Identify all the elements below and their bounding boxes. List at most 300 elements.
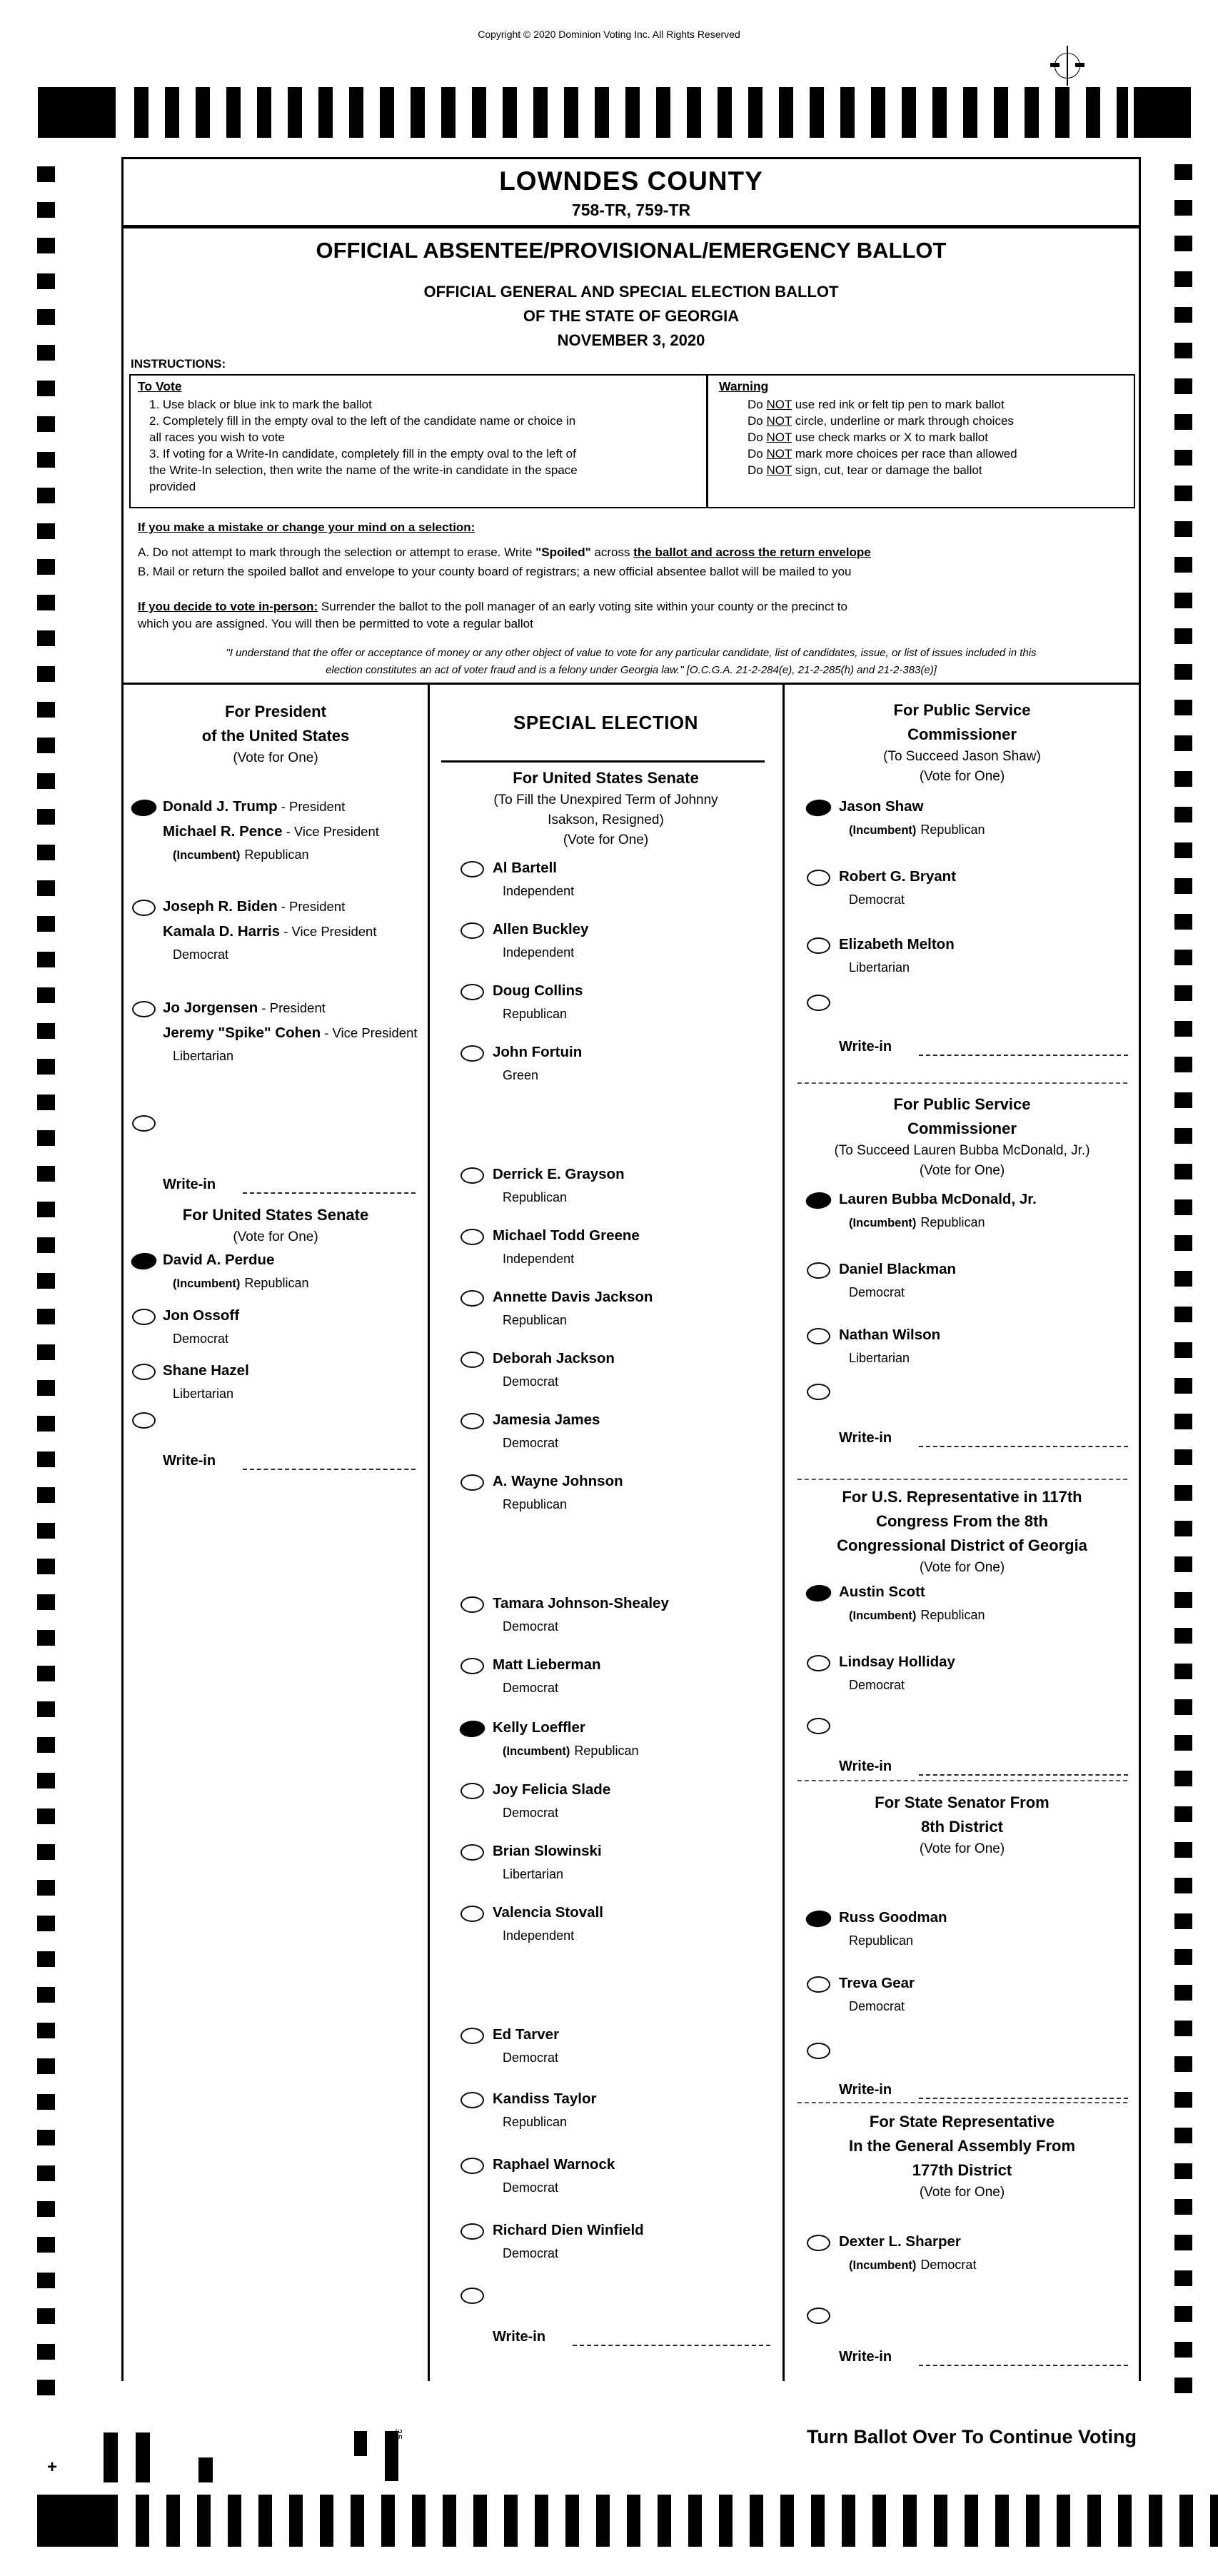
party-name: Republican <box>849 1933 914 1948</box>
candidate-text <box>839 1650 955 1694</box>
ballot-oval[interactable] <box>460 1844 484 1861</box>
write-in-line[interactable] <box>919 1446 1128 1447</box>
party-name: Democrat <box>503 1806 559 1820</box>
calibration-bar <box>198 2457 213 2482</box>
party-name: Libertarian <box>173 1049 234 1063</box>
warning-item: Do NOT use red ink or felt tip pen to mark ballot <box>748 398 1005 411</box>
candidate-name: Ed Tarver <box>493 2026 560 2043</box>
ballot-oval[interactable] <box>460 1290 484 1307</box>
column-divider-1 <box>428 683 430 2381</box>
race-title-line: For United States Senate <box>513 769 699 787</box>
candidate-text <box>163 996 418 1065</box>
turn-ballot-over-notice: Turn Ballot Over To Continue Voting <box>807 2426 1137 2447</box>
precinct-codes: 758-TR, 759-TR <box>571 201 691 219</box>
ballot-oval[interactable] <box>460 1229 484 1245</box>
incumbent-label: (Incumbent) <box>849 2259 917 2272</box>
ballot-oval[interactable] <box>132 1001 156 1017</box>
race-title-line: For United States Senate <box>182 1206 369 1224</box>
ballot-oval-filled[interactable] <box>131 798 158 817</box>
write-in-oval[interactable] <box>807 2308 830 2324</box>
candidate-office: - Vice President <box>280 924 377 939</box>
instructions-box <box>129 374 1135 508</box>
ballot-oval[interactable] <box>460 1045 484 1062</box>
candidate-text <box>493 856 574 900</box>
race-header <box>123 1203 428 1247</box>
race-subtitle-line: (Vote for One) <box>919 1163 1005 1178</box>
party-name: Republican <box>920 822 985 837</box>
candidate-party <box>493 1312 653 1329</box>
columns-top-border <box>121 683 1141 685</box>
candidate-name: Donald J. Trump <box>163 798 278 815</box>
candidate-party <box>493 1618 669 1635</box>
header-divider-thick <box>121 225 1141 228</box>
candidate-text <box>163 1248 308 1292</box>
candidate-name: Lauren Bubba McDonald, Jr. <box>839 1191 1037 1207</box>
race-title-line: For State Representative <box>869 2113 1055 2130</box>
candidate-name: Jamesia James <box>493 1412 600 1428</box>
party-name: Republican <box>574 1744 639 1758</box>
election-title-line1: OFFICIAL GENERAL AND SPECIAL ELECTION BALLOT <box>423 283 839 301</box>
candidate-text <box>493 1469 623 1513</box>
ballot-oval[interactable] <box>460 1167 484 1184</box>
election-date: NOVEMBER 3, 2020 <box>557 331 705 349</box>
incumbent-label: (Incumbent) <box>173 1277 241 1290</box>
candidate-party <box>493 1250 640 1267</box>
write-in-label: Write-in <box>163 1177 216 1192</box>
race-title-line: Congressional District of Georgia <box>837 1536 1087 1554</box>
write-in-oval[interactable] <box>132 1115 156 1132</box>
party-name: Democrat <box>920 2258 977 2272</box>
to-vote-item: 2. Completely fill in the empty oval to the left of the candidate name or choice in all races you wish to vote <box>149 414 576 444</box>
candidate-party <box>493 1679 601 1696</box>
candidate-name: Shane Hazel <box>163 1362 249 1379</box>
candidate-party <box>493 1804 610 1821</box>
candidate-party <box>839 1932 947 1949</box>
race-subtitle-line: (Vote for One) <box>919 769 1005 784</box>
candidate-office: - President <box>277 899 346 914</box>
party-name: Libertarian <box>849 1351 910 1365</box>
candidate-name: Nathan Wilson <box>839 1327 941 1343</box>
ballot-oval-filled[interactable] <box>805 1909 832 1928</box>
race-title-line: For State Senator From <box>875 1793 1050 1811</box>
ballot-oval[interactable] <box>460 2028 484 2044</box>
candidate-name: Jo Jorgensen <box>163 1000 258 1016</box>
race-title-line: Commissioner <box>907 1120 1017 1137</box>
warning-item: Do NOT mark more choices per race than allowed <box>748 447 1017 461</box>
candidate-text <box>163 795 379 864</box>
candidate-text <box>493 2087 596 2130</box>
candidate-text <box>493 1408 600 1451</box>
write-in-label: Write-in <box>493 2329 546 2345</box>
party-name: Green <box>503 1068 539 1082</box>
party-name: Independent <box>503 884 575 898</box>
write-in-oval[interactable] <box>807 2043 830 2059</box>
warning-item: Do NOT circle, underline or mark through choices <box>748 414 1014 428</box>
candidate-text <box>839 1323 940 1367</box>
party-name: Independent <box>503 945 575 960</box>
candidate-text <box>493 1716 638 1760</box>
race-title-line: For Public Service <box>893 701 1031 719</box>
write-in-oval[interactable] <box>132 1412 156 1429</box>
ballot-oval[interactable] <box>807 870 830 886</box>
candidate-party <box>163 946 376 963</box>
candidate-text <box>839 2230 976 2274</box>
voter-fraud-notice-line1: "I understand that the offer or acceptance of money or any other object of value to vote for any particular candidate, list of candidates, issue, or list of issues included in this <box>226 647 1037 659</box>
candidate-party <box>163 1047 418 1065</box>
candidate-party <box>493 1496 623 1513</box>
party-name: Democrat <box>849 1285 905 1299</box>
race-title-line: of the United States <box>201 727 350 745</box>
candidate-party <box>493 944 588 961</box>
candidate-party <box>493 1866 602 1883</box>
candidate-office: - Vice President <box>282 824 379 839</box>
candidate-text <box>163 1359 249 1402</box>
candidate-name: Doug Collins <box>493 982 583 999</box>
candidate-party <box>839 959 955 976</box>
race-subtitle-line: (To Succeed Jason Shaw) <box>883 749 1041 764</box>
candidate-name: John Fortuin <box>493 1044 583 1060</box>
calibration-bar <box>104 2432 118 2482</box>
ballot-oval[interactable] <box>807 2235 830 2251</box>
candidate-party <box>493 2113 596 2130</box>
ballot-oval[interactable] <box>132 900 156 916</box>
party-name: Democrat <box>503 1619 559 1634</box>
copyright-text: Copyright © 2020 Dominion Voting Inc. All Rights Reserved <box>478 29 740 40</box>
write-in-line[interactable] <box>573 2345 770 2346</box>
timing-mark-top-left-block <box>38 87 116 138</box>
warning-box <box>709 376 1140 510</box>
write-in-label: Write-in <box>839 1039 892 1055</box>
party-name: Democrat <box>173 1332 229 1346</box>
ballot-oval[interactable] <box>460 861 484 877</box>
candidate-name: Kandiss Taylor <box>493 2091 597 2107</box>
ballot-oval[interactable] <box>807 1976 830 1993</box>
ballot-oval[interactable] <box>460 2158 484 2174</box>
candidate-party <box>493 2179 615 2196</box>
candidate-party <box>839 891 956 908</box>
party-name: Republican <box>920 1608 985 1622</box>
in-person-instructions: If you decide to vote in-person: Surrender the ballot to the poll manager of an early voting site within your county or the precinct to which you are assigned. You will then be permitted to vote a regular ballot <box>138 600 847 630</box>
candidate-name: Brian Slowinski <box>493 1843 602 1859</box>
candidate-party <box>839 1214 1037 1232</box>
candidate-name: Annette Davis Jackson <box>493 1289 653 1305</box>
ballot-oval[interactable] <box>807 1655 830 1671</box>
party-name: Democrat <box>503 1436 559 1450</box>
ballot-oval[interactable] <box>460 2223 484 2240</box>
candidate-name: Kelly Loeffler <box>493 1719 585 1736</box>
candidate-name: Elizabeth Melton <box>839 936 955 952</box>
warning-item: Do NOT sign, cut, tear or damage the ballot <box>748 463 982 477</box>
write-in-label: Write-in <box>839 1759 892 1774</box>
party-name: Independent <box>503 1928 575 1943</box>
voter-fraud-notice-line2: election constitutes an act of voter fraud and is a felony under Georgia law." [O.C.G.A. 21-2-284(e), 21-2-285(h) and 21-2-383(e)] <box>326 664 937 676</box>
race-header <box>783 698 1141 787</box>
candidate-name: Jeremy "Spike" Cohen <box>163 1025 321 1041</box>
race-subtitle-line: (Vote for One) <box>919 2185 1005 2200</box>
candidate-name: Kamala D. Harris <box>163 923 281 940</box>
ballot-oval[interactable] <box>807 1328 830 1344</box>
write-in-line[interactable] <box>243 1469 416 1470</box>
race-title-line: Congress From the 8th <box>876 1512 1048 1530</box>
candidate-text <box>839 865 956 908</box>
party-name: Republican <box>920 1215 985 1229</box>
candidate-text <box>493 2023 559 2066</box>
candidate-text <box>839 1187 1037 1232</box>
candidate-text <box>493 1901 603 1944</box>
ballot-oval-filled[interactable] <box>805 798 832 817</box>
candidate-party <box>493 1742 638 1760</box>
mistake-section-title: If you make a mistake or change your mind on a selection: <box>138 520 475 534</box>
party-name: Independent <box>503 1252 575 1266</box>
party-name: Libertarian <box>849 960 910 975</box>
timing-mark-bottom-left-block <box>37 2495 118 2547</box>
county-title: LOWNDES COUNTY <box>499 166 763 196</box>
ballot-oval-filled[interactable] <box>459 1719 486 1738</box>
candidate-name: Daniel Blackman <box>839 1261 957 1277</box>
race-header <box>783 1791 1141 1859</box>
candidate-party <box>493 2245 644 2262</box>
candidate-party <box>163 846 379 864</box>
instructions-label: INSTRUCTIONS: <box>131 357 226 371</box>
race-subtitle-line: (Vote for One) <box>919 1560 1005 1575</box>
race-separator-line <box>797 2102 1127 2103</box>
party-name: Democrat <box>503 1681 559 1695</box>
candidate-name: Treva Gear <box>839 1975 915 1991</box>
candidate-party <box>839 2256 976 2274</box>
party-name: Democrat <box>503 1374 559 1389</box>
candidate-name: A. Wayne Johnson <box>493 1473 623 1489</box>
candidate-party <box>839 1606 985 1624</box>
race-header <box>123 700 428 768</box>
candidate-party <box>493 1434 600 1451</box>
candidate-text <box>839 1906 947 1949</box>
ballot-oval[interactable] <box>807 1262 830 1279</box>
party-name: Republican <box>503 1313 568 1327</box>
incumbent-label: (Incumbent) <box>849 1217 917 1229</box>
race-separator-line <box>797 1780 1127 1781</box>
candidate-name: David A. Perdue <box>163 1252 275 1268</box>
candidate-party <box>493 1189 625 1206</box>
race-subtitle-line: (Vote for One) <box>233 1229 318 1244</box>
incumbent-label: (Incumbent) <box>849 824 917 837</box>
candidate-name: Allen Buckley <box>493 921 589 937</box>
warning-title: Warning <box>719 379 769 393</box>
candidate-party <box>163 1330 239 1347</box>
race-header <box>428 766 783 850</box>
timing-marks-right-column <box>1174 164 1192 2395</box>
ballot-oval[interactable] <box>460 1474 484 1491</box>
timing-mark-top-right-block <box>1134 87 1191 138</box>
candidate-office: - President <box>277 799 346 814</box>
special-election-header: SPECIAL ELECTION <box>513 712 698 733</box>
party-name: Republican <box>244 847 309 862</box>
write-in-line[interactable] <box>919 2098 1128 2099</box>
party-name: Libertarian <box>173 1387 234 1401</box>
candidate-text <box>839 1257 956 1301</box>
ballot-oval[interactable] <box>807 937 830 954</box>
candidate-name: Matt Lieberman <box>493 1656 601 1673</box>
plus-registration-mark: + <box>47 2457 58 2477</box>
mistake-item-b: B. Mail or return the spoiled ballot and envelope to your county board of registrars; a new official absentee ballot will be mailed to you <box>138 565 852 578</box>
candidate-party <box>839 1676 955 1694</box>
timing-marks-left-column <box>37 166 55 2398</box>
timing-marks-bottom-row <box>136 2495 1218 2547</box>
write-in-line[interactable] <box>919 1774 1128 1776</box>
candidate-party <box>493 882 574 900</box>
race-separator-line <box>797 1082 1127 1084</box>
race-subtitle-line: (To Succeed Lauren Bubba McDonald, Jr.) <box>834 1143 1090 1158</box>
ballot-border-left <box>121 157 124 2381</box>
race-title-line: For Public Service <box>893 1095 1031 1113</box>
write-in-line[interactable] <box>919 2365 1128 2366</box>
candidate-text <box>493 1224 640 1267</box>
candidate-text <box>493 1778 610 1821</box>
party-name: Republican <box>503 1497 568 1511</box>
party-name: Democrat <box>503 2246 559 2260</box>
race-subtitle-line: (Vote for One) <box>563 832 649 847</box>
ballot-type-title: OFFICIAL ABSENTEE/PROVISIONAL/EMERGENCY BALLOT <box>316 238 947 263</box>
registration-crosshair-icon <box>1052 46 1084 86</box>
candidate-text <box>493 979 583 1022</box>
candidate-text <box>839 795 985 839</box>
ballot-oval[interactable] <box>460 1783 484 1799</box>
race-separator-line <box>797 1479 1127 1480</box>
race-subtitle-line: (Vote for One) <box>919 1841 1005 1856</box>
candidate-party <box>493 1373 615 1390</box>
ballot-border-top <box>121 157 1141 159</box>
calibration-bar <box>354 2431 367 2456</box>
race-title-line: In the General Assembly From <box>848 2137 1076 2155</box>
warning-item: Do NOT use check marks or X to mark ballot <box>748 431 988 444</box>
candidate-party <box>493 2049 559 2066</box>
candidate-name: Robert G. Bryant <box>839 868 957 885</box>
candidate-name: Austin Scott <box>839 1584 925 1600</box>
party-name: Democrat <box>849 1999 905 2013</box>
candidate-name: Michael R. Pence <box>163 823 283 840</box>
ballot-oval[interactable] <box>460 2092 484 2108</box>
write-in-label: Write-in <box>163 1453 216 1469</box>
election-title-line2: OF THE STATE OF GEORGIA <box>523 307 740 325</box>
candidate-name: Joy Felicia Slade <box>493 1781 611 1798</box>
ballot-oval[interactable] <box>460 1906 484 1922</box>
candidate-name: Dexter L. Sharper <box>839 2233 961 2250</box>
candidate-office: - Vice President <box>321 1025 418 1040</box>
party-name: Republican <box>503 1190 568 1204</box>
party-name: Democrat <box>173 947 229 962</box>
to-vote-item: 3. If voting for a Write-In candidate, completely fill in the empty oval to the left of the Write-In selection, then write the name of the write-in candidate in the space provided <box>149 447 578 493</box>
candidate-name: Michael Todd Greene <box>493 1227 640 1244</box>
write-in-oval[interactable] <box>807 995 830 1011</box>
ballot-oval-filled[interactable] <box>131 1252 158 1270</box>
write-in-oval[interactable] <box>807 1718 830 1734</box>
candidate-text <box>493 1591 669 1635</box>
candidate-text <box>493 1162 625 1206</box>
race-subtitle-line: Isakson, Resigned) <box>548 812 664 827</box>
candidate-text <box>493 917 588 961</box>
calibration-bar <box>136 2432 150 2482</box>
race-title-line: For President <box>225 703 326 720</box>
candidate-name: Tamara Johnson-Shealey <box>493 1595 669 1611</box>
candidate-text <box>493 1347 615 1390</box>
write-in-label: Write-in <box>839 1430 892 1446</box>
candidate-text <box>493 2153 615 2196</box>
write-in-oval[interactable] <box>460 2288 484 2304</box>
candidate-text <box>493 1653 601 1696</box>
mistake-item-a: A. Do not attempt to mark through the selection or attempt to erase. Write "Spoiled" across the ballot and across the return envelope <box>138 545 871 559</box>
incumbent-label: (Incumbent) <box>173 849 241 862</box>
candidate-party <box>163 1274 308 1292</box>
timing-marks-top-row <box>134 87 1128 138</box>
to-vote-box <box>131 376 716 510</box>
party-name: Republican <box>244 1276 309 1290</box>
race-title-line: 177th District <box>912 2161 1012 2179</box>
candidate-text <box>839 932 955 976</box>
write-in-label: Write-in <box>839 2082 892 2098</box>
party-name: Republican <box>503 1007 568 1021</box>
ballot-oval-filled[interactable] <box>805 1191 832 1209</box>
candidate-name: Derrick E. Grayson <box>493 1166 625 1182</box>
candidate-text <box>493 1285 653 1329</box>
candidate-text <box>163 1304 239 1347</box>
race-subtitle-line: (Vote for One) <box>233 750 318 765</box>
candidate-name: Jon Ossoff <box>163 1307 240 1324</box>
party-name: Democrat <box>503 2180 559 2195</box>
candidate-name: Deborah Jackson <box>493 1350 615 1367</box>
ballot-oval[interactable] <box>460 1413 484 1429</box>
ballot-oval[interactable] <box>460 1352 484 1368</box>
race-top-rule <box>441 760 765 763</box>
ballot-oval[interactable] <box>460 922 484 939</box>
write-in-label: Write-in <box>839 2349 892 2365</box>
ballot-oval-filled[interactable] <box>805 1584 832 1602</box>
race-title-line: 8th District <box>921 1818 1003 1836</box>
candidate-text <box>839 1580 985 1624</box>
candidate-office: - President <box>258 1000 326 1015</box>
candidate-party <box>839 1284 956 1301</box>
write-in-line[interactable] <box>243 1192 416 1194</box>
race-title-line: For U.S. Representative in 117th <box>842 1488 1082 1506</box>
race-header <box>783 1485 1141 1578</box>
candidate-party <box>839 821 985 839</box>
incumbent-label: (Incumbent) <box>503 1745 570 1758</box>
ballot-oval[interactable] <box>460 984 484 1000</box>
candidate-text <box>163 895 376 963</box>
party-name: Democrat <box>849 892 905 907</box>
candidate-text <box>493 1839 602 1883</box>
candidate-name: Joseph R. Biden <box>163 898 278 915</box>
party-name: Democrat <box>849 1678 905 1692</box>
write-in-line[interactable] <box>919 1055 1128 1056</box>
ballot-oval[interactable] <box>132 1364 156 1380</box>
candidate-name: Al Bartell <box>493 860 557 876</box>
candidate-text <box>493 1040 582 1084</box>
candidate-party <box>493 1067 582 1084</box>
candidate-name: Richard Dien Winfield <box>493 2222 644 2238</box>
write-in-oval[interactable] <box>807 1384 830 1400</box>
ballot-oval[interactable] <box>460 1596 484 1613</box>
candidate-text <box>839 1971 915 2015</box>
party-name: Libertarian <box>503 1867 564 1881</box>
candidate-name: Russ Goodman <box>839 1909 947 1926</box>
ballot-oval[interactable] <box>132 1309 156 1325</box>
race-header <box>783 1092 1141 1181</box>
candidate-name: Valencia Stovall <box>493 1904 603 1921</box>
candidate-name: Raphael Warnock <box>493 2156 615 2173</box>
candidate-text <box>493 2218 644 2262</box>
ballot-oval[interactable] <box>460 1658 484 1674</box>
candidate-party <box>493 1927 603 1944</box>
candidate-party <box>493 1005 583 1022</box>
